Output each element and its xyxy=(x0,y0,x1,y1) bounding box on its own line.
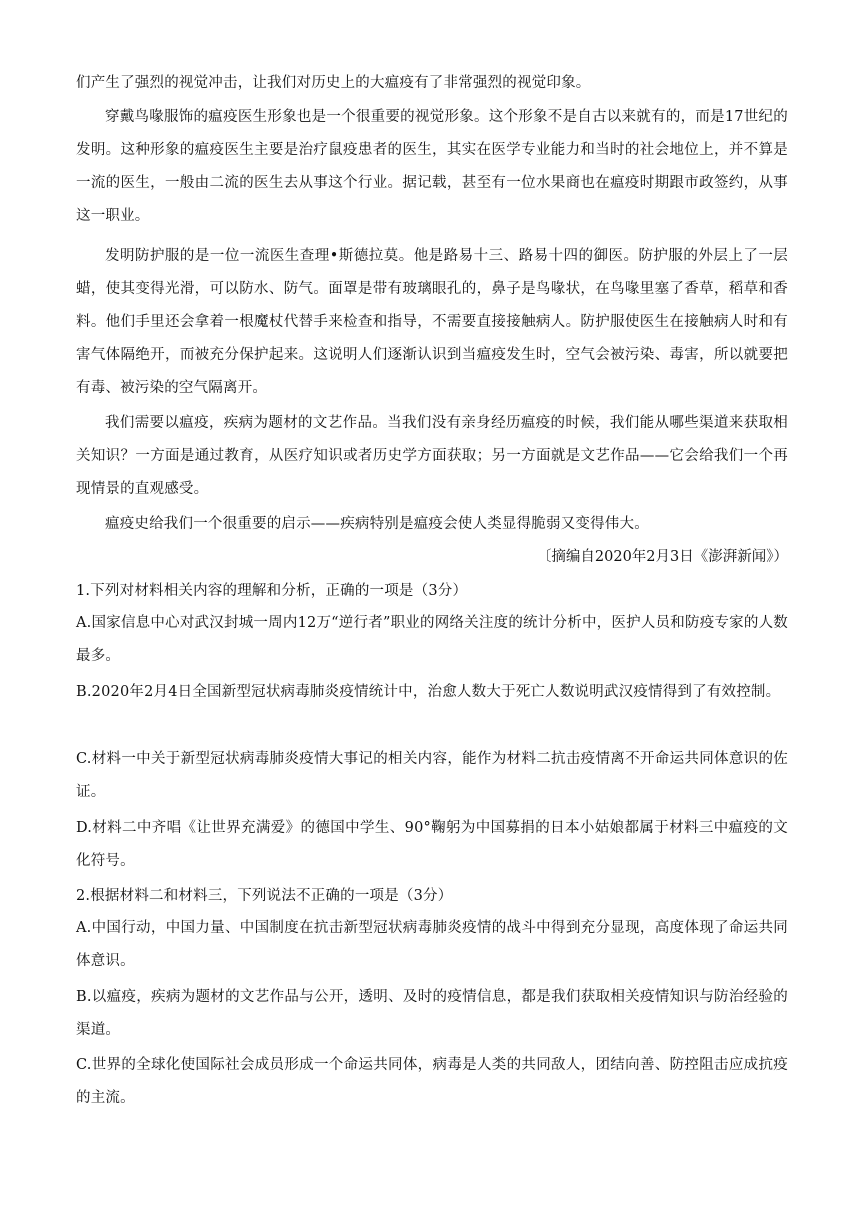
question-1-option-c: C.材料一中关于新型冠状病毒肺炎疫情大事记的相关内容，能作为材料二抗击疫情离不开命运共同体意识的佐证。 xyxy=(76,751,788,800)
paragraph-continuation: 们产生了强烈的视觉冲击，让我们对历史上的大瘟疫有了非常强烈的视觉印象。 xyxy=(76,75,591,91)
question-2-option-b: B.以瘟疫，疾病为题材的文艺作品与公开，透明、及时的疫情信息，都是我们获取相关疫情知识与防治经验的渠道。 xyxy=(76,989,788,1038)
paragraph-protective-suit: 发明防护服的是一位一流医生查理•斯德拉莫。他是路易十三、路易十四的御医。防护服的外层上了一层蜡，使其变得光滑，可以防水、防气。面罩是带有玻璃眼孔的，鼻子是鸟喙状，在鸟喙里塞了香草，稻草和香料。他们手里还会拿着一根魔杖代替手来检查和指导，不需要直接接触病人。防护服使医生在接触病人时和有害气体隔绝开，而被充分保护起来。这说明人们逐渐认识到当瘟疫发生时，空气会被污染、毒害，所以就要把有毒、被污染的空气隔离开。 xyxy=(76,248,788,396)
question-2-option-c: C.世界的全球化使国际社会成员形成一个命运共同体，病毒是人类的共同敌人，团结向善、防控阻击应成抗疫的主流。 xyxy=(76,1057,788,1106)
question-1-option-b: B.2020年2月4日全国新型冠状病毒肺炎疫情统计中，治愈人数大于死亡人数说明武汉疫情得到了有效控制。 xyxy=(76,684,781,700)
paragraph-literary-works: 我们需要以瘟疫，疾病为题材的文艺作品。当我们没有亲身经历瘟疫的时候，我们能从哪些渠道来获取相关知识？一方面是通过教育，从医疗知识或者历史学方面获取；另一方面就是文艺作品——它会给我们一个再现情景的直观感受。 xyxy=(76,415,788,497)
paragraph-plague-doctor-image: 穿戴鸟喙服饰的瘟疫医生形象也是一个很重要的视觉形象。这个形象不是自古以来就有的，而是17世纪的发明。这种形象的瘟疫医生主要是治疗鼠疫患者的医生，其实在医学专业能力和当时的社会地位上，并不算是一流的医生，一般由二流的医生去从事这个行业。据记载，甚至有一位水果商也在瘟疫时期跟市政签约，从事这一职业。 xyxy=(76,109,788,224)
question-2-option-a: A.中国行动，中国力量、中国制度在抗击新型冠状病毒肺炎疫情的战斗中得到充分显现，高度体现了命运共同体意识。 xyxy=(76,920,788,969)
question-1-option-a: A.国家信息中心对武汉封城一周内12万“逆行者”职业的网络关注度的统计分析中，医护人员和防疫专家的人数最多。 xyxy=(76,615,788,664)
question-1-option-d: D.材料二中齐唱《让世界充满爱》的德国中学生、90°鞠躬为中国募捐的日本小姑娘都属于材料三中瘟疫的文化符号。 xyxy=(76,820,788,869)
question-2-stem: 2.根据材料二和材料三，下列说法不正确的一项是（3分） xyxy=(76,888,453,904)
question-1-stem: 1.下列对材料相关内容的理解和分析，正确的一项是（3分） xyxy=(76,583,468,599)
source-citation: 〔摘编自2020年2月3日《澎湃新闻》） xyxy=(536,549,788,565)
paragraph-conclusion: 瘟疫史给我们一个很重要的启示——疾病特别是瘟疫会使人类显得脆弱又变得伟大。 xyxy=(105,516,649,532)
